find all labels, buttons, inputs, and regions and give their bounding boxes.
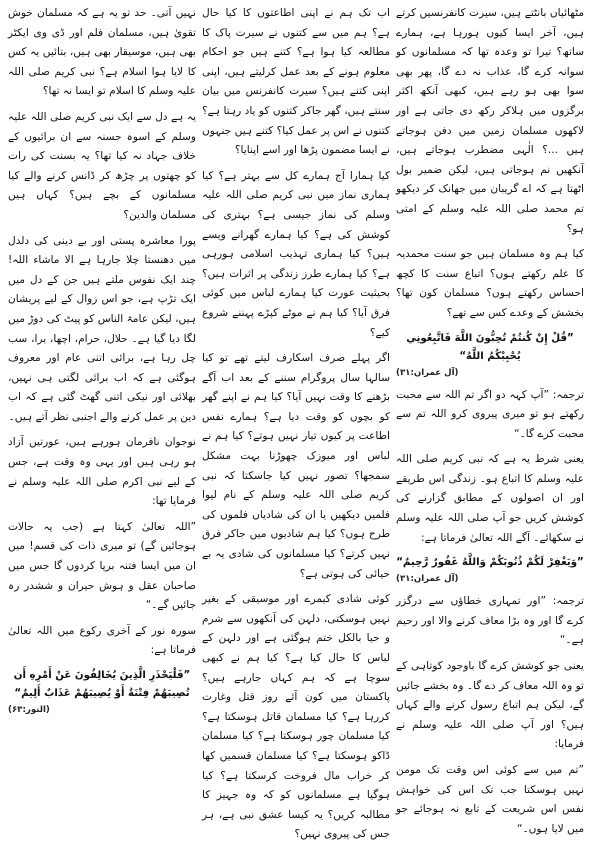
paragraph-text: یعنی شرط یہ ہے کہ نبی کریم صلی اللہ علیہ وسلم کا اتباع ہو۔ زندگی اس طریقے اور ان اصولوں کے مطابق گزارنے کی کوشش کریں جو آپ صلی اللہ علیہ وسلم نے سکھائے۔ آگے اللہ تعالیٰ فرماتا ہے: [396, 453, 584, 544]
verse-translation [396, 386, 584, 445]
arabic-verse-text: ”فَلْيَحْذَرِ الَّذِينَ يُخَالِفُونَ عَنْ أَمْرِهِ أَن تُصِيبَهُمْ فِتْنَةٌ أَوْ يُصِيبَهُمْ عَذَابٌ أَلِيمٌ“ [13, 670, 191, 699]
text-column-middle [202, 4, 390, 841]
paragraph [8, 4, 196, 102]
paragraph-text: اگر پہلے صرف اسکارف لیتے تھے تو کیا سالہا سال پروگرام سننے کے بعد اب آگے بڑھنے کا وقت نہیں آیا؟ کیا ہم نے اپنے گھر کو بچوں کو وقت دیا ہے؟ ہمارے نفس اطاعت پر کیوں تیار نہیں ہوتے؟ کیا ہم نے لباس اور میوزک چھوڑنا بہت مشکل سمجھا؟ تصور نہیں کیا جاسکتا کہ نبی کریم صلی اللہ علیہ وسلم کے نام لیوا فلمیں دیکھیں یا ان کی شادیاں فلموں کی طرح ہوں؟ کیا ہم شادیوں میں جاکر فرق نہیں کرتے؟ کیا مسلمانوں کی شادی یہ بے حیائی کی ہوتی ہے؟ [202, 352, 390, 580]
paragraph-text: نہیں آتی۔ حد تو یہ ہے کہ مسلمان خوش تقویٰ ہیں، مسلمان فلم اور ڈی وی ایکٹر بھی ہیں، موسیقار بھی ہیں، بتائیں یہ کس کا لایا ہوا اسلام ہے؟ نبی کریم صلی اللہ علیہ وسلم کا اسلام تو ایسا نہ تھا؟ [8, 7, 196, 98]
paragraph [8, 433, 196, 511]
hadith-quote-text: ”اللہ تعالیٰ کہتا ہے (جب یہ حالات ہوجائیں گے) تو میری ذات کی قسم! میں ان میں ایسا فتنہ برپا کردوں گا جس میں صاحبان عقل و ہوش حیران و ششدر رہ جائیں گے۔“ [8, 520, 196, 612]
paragraph [8, 232, 196, 428]
arabic-verse-text: ”قُلْ إِنْ كُنتُمْ تُحِبُّونَ اللَّهَ فَاتَّبِعُونِي يُحْبِبْكُمُ اللَّهُ“ [406, 332, 574, 362]
paragraph-text: پورا معاشرہ پستی اور بے دینی کی دلدل میں دھنستا چلا جارہا ہے الا ماشاء اللہ! چند ایک نفوس ملتے ہیں جن کے دل میں ایک تڑپ ہے، جو اس زوال کے لیے پریشان ہیں، لیکن عامۃ الناس کو پیٹ کی دوڑ میں لگا دیا گیا ہے۔ حلال، حرام، اچھا، برا، سب چل رہا ہے، برائی اتنی عام اور معروف ہوگئی ہے کہ اب برائی لگتی ہی نہیں، بھلائی اور نیکی اتنی گھٹ گئی ہے کہ اب دین پر عمل کرنے والے اجنبی نظر آتے ہیں۔ [8, 234, 196, 423]
paragraph-text: اب تک ہم نے اپنی اطاعتوں کا کیا حال ہے؟ ہم میں سے کتنوں نے سیرت پاک کا مطالعہ کیا ہوا ہے؟ کتنے ہیں جو احکام معلوم ہونے کے بعد عمل کرلیتے ہیں، اپنی اپنی کتنے ہیں؟ سیرت کانفرنس میں بیان سنتے ہیں، گھر جاکر کتنوں کو یاد رہتا ہے؟ کتنوں نے اس پر عمل کیا؟ کتنے ہیں جنہوں نے ایسا مضمون پڑھا اور اسے اپنایا؟ [202, 7, 390, 157]
verse-reference: (آل عمران:۳۱) [396, 367, 459, 378]
paragraph [396, 4, 584, 239]
paragraph [396, 245, 584, 323]
paragraph-text: یہ ہے دل سے ایک نبی کریم صلی اللہ علیہ وسلم کے اسوہ حسنہ سے ان برائیوں کے خلاف جہاد نہ کیا تھا؟ یہ بسنت کی رات کو چھتوں پر چڑھ کر ڈانس کرنے والے کیا مسلمانوں کے بچے ہیں؟ کہاں ہیں مسلمان والدین؟ [8, 110, 196, 221]
paragraph-text: کوئی شادی کیمرے اور موسیقی کے بغیر نہیں ہوسکتی، دلہن کی آنکھوں سے شرم و حیا بالکل ختم ہوگئی ہے اور دلہن کے لباس کا حال کیا ہے؟ کیا ہم نے کبھی سوچا ہے کہ ہم کہاں جارہے ہیں؟ پاکستان میں کون آئے روز قتل وغارت کررہا ہے؟ کیا مسلمان قاتل ہوسکتا ہے؟ کیا مسلمان چور ہوسکتا ہے؟ کیا مسلمان ڈاکو ہوسکتا ہے؟ کیا مسلمان قسمیں کھا کر خراب مال فروخت کرسکتا ہے؟ کیا ہوگیا ہے مسلمانوں کو کہ وہ جہیز کا مطالبہ کریں؟ یہ کیسا عشق نبی ہے، ہر جس کی پیروی نہیں؟ [202, 593, 390, 841]
arabic-verse [396, 554, 584, 586]
verse-translation [396, 592, 584, 651]
verse-translation-text: ترجمہ: ”آپ کہہ دو اگر تم اللہ سے محبت رکھتے ہو تو میری پیروی کرو اللہ تم سے محبت کرے گا۔“ [396, 388, 584, 440]
paragraph-text: مٹھائیاں بانٹتے ہیں، سیرت کانفرنسیں کرتے ہیں، آخر ایسا کیوں ہورہا ہے، ہمارے ساتھ؟ تیرا تو وعدہ تھا کہ مسلمانوں کو سوانہ کرے گا، عذاب نہ دے گا، پھر بھی سوا بھی ہو رہے ہیں، کبھی آنکھ اکثر برگزوں میں ہلاکر رکھ دی جاتی ہے اور لاکھوں مسلمان زمین میں دفن ہوجاتے ہیں ...؟ الٰہی مضطرب ہوجاتے ہیں، آنکھیں نم ہوجاتی ہیں، لیکن ضمیر بول اٹھتا ہے کہ اے گریبان میں جھانک کر دیکھو تم محمد صلی اللہ علیہ وسلم کے امتی ہو؟ [396, 7, 584, 235]
paragraph [202, 590, 390, 845]
paragraph-text: نوجوان نافرمان ہورہے ہیں، عورتیں آزاد ہو رہی ہیں اور یہی وہ وقت ہے، جس کے لیے نبی اکرم صلی اللہ علیہ وسلم نے فرمایا تھا: [8, 436, 196, 508]
paragraph [8, 108, 196, 226]
arabic-verse [396, 330, 584, 380]
paragraph-text: کیا ہمارا آج ہمارے کل سے بہتر ہے؟ کیا ہماری نماز میں نبی کریم صلی اللہ علیہ وسلم کی نماز جیسی ہے؟ بہتری کی کوشش کی ہے؟ کیا ہمارے گھرانے ویسے ہیں؟ کیا ہماری تہذیب اسلامی ہورہی ہے؟ کیا ہمارے طرز زندگی پر اثرات ہیں؟ بحیثیت عورت کیا ہمارے لباس میں کوئی فرق آیا؟ کیا ہم نے موٹے کپڑے پہننے شروع کیے؟ [202, 169, 390, 339]
paragraph-text: کیا ہم وہ مسلمان ہیں جو سنت محمدیہ کا علم رکھتے ہوں؟ اتباع سنت کا کچھ احساس رکھتے ہوں؟ مسلمان کون تھا؟ بخشش کے وعدے کس سے تھے؟ [396, 248, 584, 319]
text-column-left [8, 4, 196, 796]
arabic-verse [8, 667, 196, 717]
hadith-quote [8, 518, 196, 616]
verse-reference: (النور:۶۳) [8, 705, 50, 715]
paragraph [396, 450, 584, 548]
verse-translation-text: ترجمہ: ”اور تمہاری خطاؤں سے درگزر کرے گا اور وہ بڑا معاف کرنے والا اور رحیم ہے۔“ [396, 595, 584, 647]
paragraph-text: یعنی جو کوشش کرے گا باوجود کوتاہی کے تو وہ اللہ معاف کر دے گا۔ وہ بخشے جائیں گے، لیکن ہم اتباع رسول کرنے والے کہاں ہیں؟ اور آپ صلی اللہ علیہ وسلم نے فرمایا: [396, 660, 584, 751]
paragraph [202, 349, 390, 584]
hadith-quote-text: ”تم میں سے کوئی اس وقت تک مومن نہیں ہوسکتا جب تک اس کی خواہش نفس اس شریعت کے تابع نہ ہوجائے جو میں لایا ہوں۔“ [396, 764, 584, 835]
verse-reference: (آل عمران:۳۱) [396, 574, 459, 585]
paragraph-text: سورہ نور کے آخری رکوع میں اللہ تعالیٰ فرماتا ہے: [8, 624, 196, 657]
paragraph [202, 4, 390, 161]
hadith-quote [396, 761, 584, 839]
paragraph [8, 622, 196, 661]
paragraph [396, 657, 584, 755]
urdu-article-page [6, 4, 584, 841]
paragraph [202, 167, 390, 343]
text-column-right [396, 4, 584, 835]
arabic-verse-text: ”وَيَغْفِرْ لَكُمْ ذُنُوبَكُمْ وَاللَّهُ غَفُورٌ رَّحِيمٌ“ [396, 557, 584, 569]
